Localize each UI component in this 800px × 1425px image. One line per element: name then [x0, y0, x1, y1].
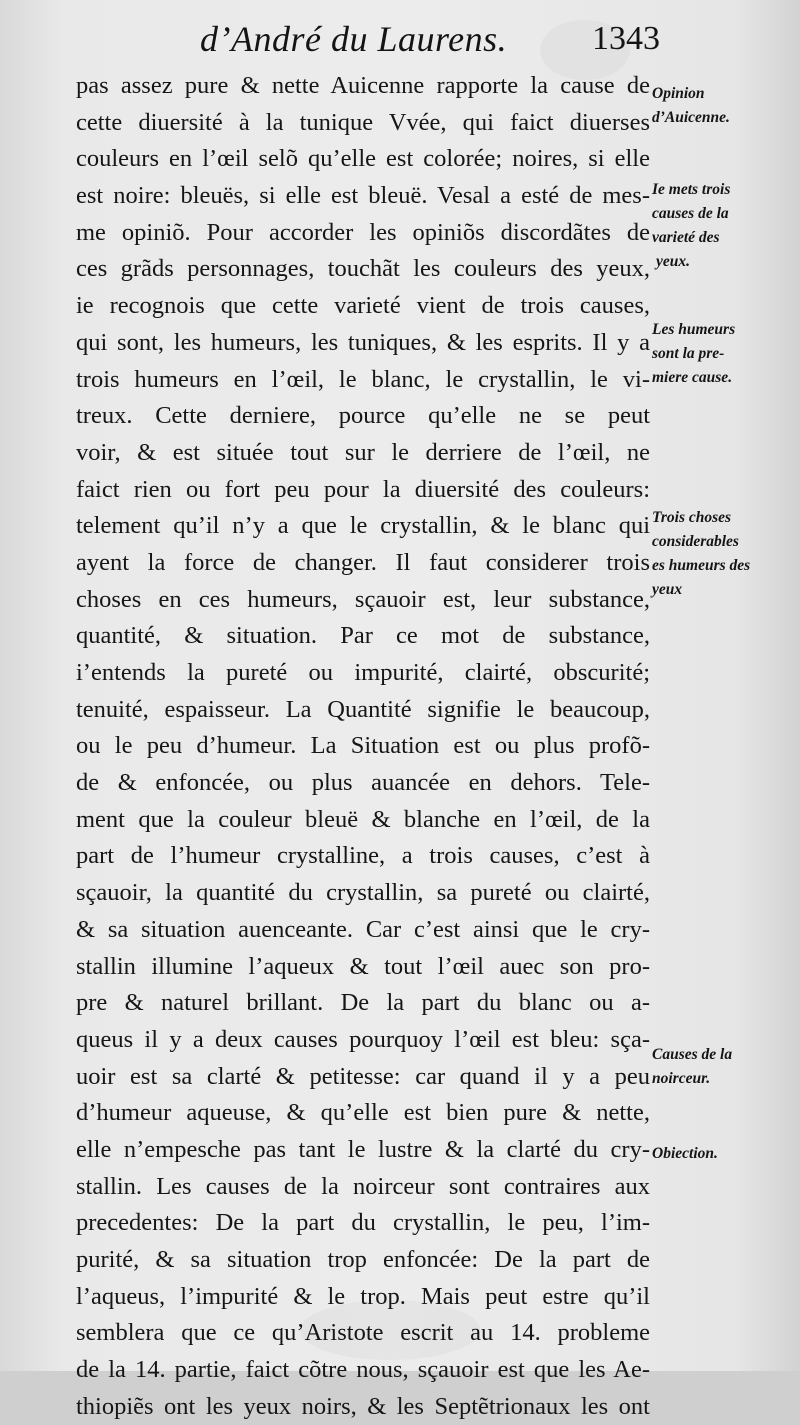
text-line: quantité, & situation. Par ce mot de substance, [76, 622, 650, 650]
text-line: pre & naturel brillant. De la part du blanc ou a- [76, 989, 650, 1017]
text-line: choses en ces humeurs, sçauoir est, leur substance, [76, 585, 650, 613]
margin-note-line: noirceur. [652, 1070, 711, 1087]
text-line: trois humeurs en l’œil, le blanc, le crystallin, le vi- [76, 365, 650, 393]
margin-note-opinion-avicenne [652, 82, 792, 130]
text-line: l’aqueus, l’impurité & le trop. Mais peut estre qu’il [76, 1282, 650, 1310]
text-line: treux. Cette derniere, pource qu’elle ne se peut [76, 402, 650, 430]
running-head-title: d’André du Laurens. [200, 19, 508, 59]
margin-note-line: sont la pre- [652, 345, 725, 362]
margin-note-line: yeux [652, 581, 683, 598]
margin-note-three-causes [652, 178, 792, 274]
margin-note-line: Causes de la [652, 1046, 733, 1063]
text-line: & sa situation auenceante. Car c’est ainsi que le cry- [76, 915, 650, 943]
margin-note-line: Opinion [652, 85, 705, 102]
margin-note-causes-darkness [652, 1043, 792, 1091]
text-line: stallin illumine l’aqueux & tout l’œil auec son pro- [76, 952, 650, 980]
text-line: part de l’humeur crystalline, a trois causes, c’est à [76, 842, 650, 870]
text-line: purité, & sa situation trop enfoncée: De la part de [76, 1246, 650, 1273]
text-line: uoir est sa clarté & petitesse: car quand il y a peu [76, 1062, 650, 1090]
text-line: me opiniõ. Pour accorder les opiniõs discordãtes de [76, 218, 650, 246]
text-line: ces grãds personnages, touchãt les couleurs des yeux, [76, 255, 650, 283]
body-text [76, 68, 650, 1425]
margin-note-line: yeux. [656, 253, 691, 270]
text-line: qui sont, les humeurs, les tuniques, & les esprits. Il y a [76, 328, 650, 356]
margin-note-line: varieté des [652, 229, 720, 246]
margin-note-line: miere cause. [652, 369, 733, 386]
page-number: 1343 [592, 20, 660, 57]
margin-note-line: Trois choses [652, 509, 732, 526]
text-line: pas assez pure & nette Auicenne rapporte la cause de [76, 72, 650, 99]
text-line: voir, & est située tout sur le derriere de l’œil, ne [76, 438, 650, 466]
margin-note-objection [652, 1142, 792, 1166]
running-head [190, 18, 660, 62]
text-line: est noire: bleuës, si elle est bleuë. Vesal a esté de mes- [76, 182, 650, 210]
text-line: stallin. Les causes de la noirceur sont contraires aux [76, 1172, 650, 1200]
text-line: cette diuersité à la tunique Vvée, qui faict diuerses [76, 108, 650, 136]
text-line: i’entends la pureté ou impurité, clairté, obscurité; [76, 659, 650, 686]
text-line: semblera que ce qu’Aristote escrit au 14. probleme [76, 1319, 650, 1347]
text-line: ment que la couleur bleuë & blanche en l’œil, de la [76, 805, 650, 833]
text-line: couleurs en l’œil selõ qu’elle est colorée; noires, si elle [76, 145, 650, 173]
text-line: d’humeur aqueuse, & qu’elle est bien pure & nette, [76, 1099, 650, 1127]
margin-note-line: Ie mets trois [652, 181, 731, 198]
text-line: thiopiẽs ont les yeux noirs, & les Septẽtrionaux les ont [76, 1392, 650, 1420]
text-line: de & enfoncée, ou plus auancée en dehors. Tele- [76, 769, 650, 797]
text-line: de la 14. partie, faict cõtre nous, sçauoir est que les Ae- [76, 1356, 650, 1384]
text-line: precedentes: De la part du crystallin, le peu, l’im- [76, 1209, 650, 1237]
text-line: telement qu’il n’y a que le crystallin, & le blanc qui [76, 512, 650, 540]
text-line: sçauoir, la quantité du crystallin, sa pureté ou clairté, [76, 879, 650, 907]
margin-note-line: d’Auicenne. [652, 109, 730, 126]
text-line: ou le peu d’humeur. La Situation est ou plus profõ- [76, 732, 650, 760]
margin-note-line: causes de la [652, 205, 729, 222]
margin-note-line: Les humeurs [652, 321, 736, 338]
margin-note-three-things [652, 506, 792, 602]
margin-note-line: Obiection. [652, 1145, 718, 1162]
text-line: ayent la force de changer. Il faut considerer trois [76, 548, 650, 576]
text-line: queus il y a deux causes pourquoy l’œil est bleu: sça- [76, 1025, 650, 1053]
text-line: faict rien ou fort peu pour la diuersité des couleurs: [76, 475, 650, 503]
text-line: ie recognois que cette varieté vient de trois causes, [76, 292, 650, 320]
text-line: tenuité, espaisseur. La Quantité signifie le beaucoup, [76, 695, 650, 723]
margin-note-humors-first-cause [652, 318, 792, 390]
margin-note-line: es humeurs des [652, 557, 751, 574]
text-line: elle n’empesche pas tant le lustre & la clarté du cry- [76, 1135, 650, 1163]
margin-note-line: considerables [652, 533, 739, 550]
